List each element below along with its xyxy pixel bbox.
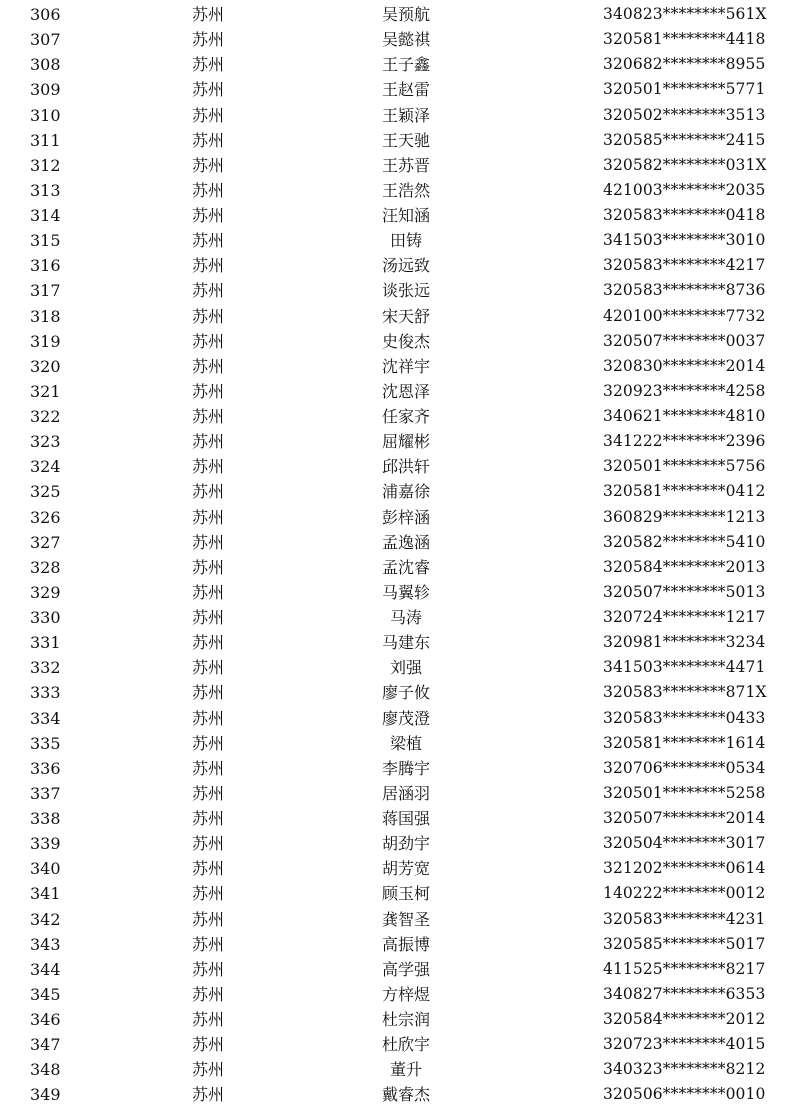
row-id-number: 341222********2396 <box>603 432 766 451</box>
row-id-number: 320502********3513 <box>603 105 766 124</box>
table-row <box>0 806 800 831</box>
row-id-number: 320583********8736 <box>603 281 766 300</box>
row-name: 马涛 <box>389 608 422 627</box>
table-row <box>0 1032 800 1057</box>
row-id-number: 320585********2415 <box>603 130 766 149</box>
row-city: 苏州 <box>192 834 225 854</box>
row-number: 345 <box>30 984 61 1004</box>
row-city: 苏州 <box>192 658 225 678</box>
table-row <box>0 831 800 856</box>
row-number: 331 <box>30 633 61 653</box>
row-number: 346 <box>30 1010 61 1029</box>
table-row <box>0 404 800 429</box>
row-id-number: 320506********0010 <box>603 1085 766 1104</box>
row-city: 苏州 <box>192 758 225 778</box>
row-id-number: 360829********1213 <box>603 507 766 526</box>
row-name: 居涵羽 <box>381 783 430 803</box>
row-city: 苏州 <box>192 356 225 376</box>
row-city: 苏州 <box>192 959 225 979</box>
row-id-number: 340323********8212 <box>603 1060 766 1079</box>
row-city: 苏州 <box>192 507 225 527</box>
table-row <box>0 655 800 680</box>
row-number: 347 <box>30 1035 61 1055</box>
table-row <box>0 253 800 278</box>
row-city: 苏州 <box>192 582 225 602</box>
row-number: 319 <box>30 331 61 351</box>
row-name: 顾玉柯 <box>381 884 430 904</box>
row-id-number: 320583********0433 <box>603 708 766 727</box>
row-id-number: 320507********2014 <box>603 809 766 827</box>
row-city: 苏州 <box>192 432 225 452</box>
row-city: 苏州 <box>192 381 225 401</box>
row-name: 汤远致 <box>381 256 430 276</box>
row-number: 332 <box>30 658 61 678</box>
row-city: 苏州 <box>192 180 225 200</box>
row-id-number: 341503********4471 <box>603 658 766 677</box>
table-row <box>0 706 800 731</box>
row-city: 苏州 <box>192 909 225 929</box>
row-number: 339 <box>30 834 61 854</box>
row-name: 吴懿祺 <box>381 30 430 50</box>
table-row <box>0 27 800 52</box>
row-name: 龚智圣 <box>381 909 430 929</box>
row-name: 宋天舒 <box>381 306 430 326</box>
row-name: 李腾宇 <box>381 758 430 778</box>
table-row <box>0 907 800 932</box>
row-city: 苏州 <box>192 1010 225 1029</box>
row-id-number: 320706********0534 <box>603 758 766 777</box>
row-id-number: 320682********8955 <box>603 55 766 74</box>
row-city: 苏州 <box>192 608 225 627</box>
row-number: 329 <box>30 582 61 602</box>
row-name: 史俊杰 <box>381 331 430 351</box>
row-id-number: 320501********5771 <box>603 80 766 99</box>
table-row <box>0 856 800 881</box>
row-id-number: 321202********0614 <box>603 859 766 878</box>
table-row <box>0 454 800 479</box>
row-id-number: 320981********3234 <box>603 633 766 652</box>
table-row <box>0 505 800 530</box>
row-name: 胡芳宽 <box>381 859 430 879</box>
row-id-number: 320507********5013 <box>603 582 766 601</box>
table-row <box>0 605 800 630</box>
row-name: 田铸 <box>389 231 422 251</box>
row-number: 333 <box>30 683 61 703</box>
row-city: 苏州 <box>192 155 225 175</box>
row-number: 325 <box>30 482 61 502</box>
row-city: 苏州 <box>192 5 225 24</box>
row-city: 苏州 <box>192 256 225 276</box>
row-id-number: 341503********3010 <box>603 231 766 250</box>
row-name: 廖茂澄 <box>381 708 430 728</box>
row-id-number: 320501********5756 <box>603 457 766 476</box>
table-row <box>0 1082 800 1107</box>
row-name: 王赵雷 <box>381 80 430 100</box>
row-name: 彭梓涵 <box>381 507 430 527</box>
row-name: 孟沈睿 <box>381 557 430 577</box>
row-id-number: 320584********2012 <box>603 1010 766 1028</box>
row-id-number: 320582********031X <box>603 155 767 174</box>
table-row <box>0 2 800 27</box>
row-city: 苏州 <box>192 206 225 225</box>
row-id-number: 320581********1614 <box>603 733 766 752</box>
row-city: 苏州 <box>192 557 225 577</box>
row-city: 苏州 <box>192 783 225 803</box>
row-name: 沈恩泽 <box>381 381 430 401</box>
row-name: 马翼轸 <box>381 582 430 602</box>
table-row <box>0 881 800 906</box>
row-city: 苏州 <box>192 407 225 426</box>
table-row <box>0 580 800 605</box>
row-city: 苏州 <box>192 532 225 552</box>
row-id-number: 320507********0037 <box>603 331 766 350</box>
row-number: 335 <box>30 733 61 753</box>
row-number: 340 <box>30 859 61 879</box>
table-row <box>0 982 800 1007</box>
row-number: 337 <box>30 783 61 803</box>
row-id-number: 320501********5258 <box>603 783 766 802</box>
row-name: 沈祥宇 <box>381 356 430 376</box>
row-number: 307 <box>30 30 61 50</box>
table-row <box>0 203 800 228</box>
row-name: 高学强 <box>381 959 430 979</box>
row-city: 苏州 <box>192 331 225 351</box>
row-name: 蒋国强 <box>381 809 430 828</box>
row-number: 336 <box>30 758 61 778</box>
row-number: 341 <box>30 884 61 904</box>
row-city: 苏州 <box>192 683 225 703</box>
table-row <box>0 1057 800 1082</box>
row-number: 308 <box>30 55 61 75</box>
row-city: 苏州 <box>192 733 225 753</box>
row-id-number: 320724********1217 <box>603 608 766 626</box>
table-row <box>0 530 800 555</box>
row-number: 320 <box>30 356 61 376</box>
row-number: 349 <box>30 1085 61 1105</box>
row-number: 314 <box>30 206 61 225</box>
table-row <box>0 1007 800 1032</box>
row-name: 邱洪轩 <box>381 457 430 477</box>
row-number: 324 <box>30 457 61 477</box>
row-number: 338 <box>30 809 61 828</box>
table-row <box>0 128 800 153</box>
row-number: 328 <box>30 557 61 577</box>
row-id-number: 140222********0012 <box>603 884 766 903</box>
row-city: 苏州 <box>192 884 225 904</box>
row-name: 浦嘉徐 <box>381 482 430 502</box>
table-row <box>0 52 800 77</box>
row-id-number: 420100********7732 <box>603 306 766 325</box>
row-city: 苏州 <box>192 1035 225 1055</box>
row-id-number: 340823********561X <box>603 5 767 23</box>
row-city: 苏州 <box>192 306 225 326</box>
row-name: 吴预航 <box>381 5 430 24</box>
row-number: 348 <box>30 1060 61 1080</box>
row-id-number: 320583********4217 <box>603 256 766 275</box>
row-city: 苏州 <box>192 482 225 502</box>
table-row <box>0 630 800 655</box>
row-city: 苏州 <box>192 633 225 653</box>
row-name: 王浩然 <box>381 180 430 200</box>
row-number: 327 <box>30 532 61 552</box>
row-name: 马建东 <box>381 633 430 653</box>
row-number: 309 <box>30 80 61 100</box>
row-number: 318 <box>30 306 61 326</box>
row-number: 316 <box>30 256 61 276</box>
row-name: 廖子攸 <box>381 683 430 703</box>
row-name: 王天驰 <box>381 130 430 150</box>
table-row <box>0 957 800 982</box>
row-id-number: 411525********8217 <box>603 959 766 978</box>
row-number: 322 <box>30 407 61 426</box>
row-id-number: 320584********2013 <box>603 557 766 576</box>
row-name: 梁植 <box>389 733 422 753</box>
row-city: 苏州 <box>192 30 225 50</box>
row-name: 王苏晋 <box>381 155 430 175</box>
table-row <box>0 781 800 806</box>
row-number: 323 <box>30 432 61 452</box>
row-name: 王子鑫 <box>381 55 430 75</box>
row-city: 苏州 <box>192 984 225 1004</box>
row-name: 孟逸涵 <box>381 532 430 552</box>
table-row <box>0 77 800 102</box>
row-number: 343 <box>30 934 61 954</box>
row-name: 胡劲宇 <box>381 834 430 854</box>
row-id-number: 421003********2035 <box>603 180 766 199</box>
table-row <box>0 354 800 379</box>
row-city: 苏州 <box>192 281 225 301</box>
row-name: 谈张远 <box>381 281 430 301</box>
row-city: 苏州 <box>192 105 225 125</box>
row-number: 317 <box>30 281 61 301</box>
row-city: 苏州 <box>192 1060 225 1080</box>
row-number: 342 <box>30 909 61 929</box>
row-name: 董升 <box>389 1060 422 1080</box>
table-row <box>0 379 800 404</box>
table-row <box>0 479 800 504</box>
row-id-number: 320830********2014 <box>603 356 766 375</box>
row-number: 344 <box>30 959 61 979</box>
row-id-number: 320582********5410 <box>603 532 766 551</box>
row-number: 334 <box>30 708 61 728</box>
row-number: 313 <box>30 180 61 200</box>
row-city: 苏州 <box>192 708 225 728</box>
row-city: 苏州 <box>192 457 225 477</box>
table-row <box>0 304 800 329</box>
row-id-number: 320504********3017 <box>603 834 766 853</box>
row-name: 刘强 <box>389 658 422 678</box>
row-city: 苏州 <box>192 55 225 75</box>
row-name: 汪知涵 <box>381 206 430 225</box>
table-row <box>0 756 800 781</box>
row-id-number: 320581********4418 <box>603 30 766 49</box>
table-row <box>0 278 800 303</box>
table-row <box>0 429 800 454</box>
row-city: 苏州 <box>192 934 225 954</box>
row-number: 315 <box>30 231 61 251</box>
row-id-number: 340827********6353 <box>603 984 766 1003</box>
row-name: 杜宗润 <box>381 1010 430 1029</box>
row-name: 方梓煜 <box>381 984 430 1004</box>
table-row <box>0 103 800 128</box>
table-row <box>0 680 800 705</box>
row-city: 苏州 <box>192 130 225 150</box>
row-number: 310 <box>30 105 61 125</box>
row-city: 苏州 <box>192 809 225 828</box>
table-row <box>0 731 800 756</box>
row-name: 戴睿杰 <box>381 1085 430 1105</box>
row-id-number: 340621********4810 <box>603 407 766 425</box>
row-name: 屈耀彬 <box>381 432 430 452</box>
table-row <box>0 329 800 354</box>
row-number: 321 <box>30 381 61 401</box>
row-name: 王颖泽 <box>381 105 430 125</box>
row-city: 苏州 <box>192 231 225 251</box>
table-row <box>0 555 800 580</box>
row-city: 苏州 <box>192 859 225 879</box>
row-name: 杜欣宇 <box>381 1035 430 1055</box>
row-number: 311 <box>30 130 61 150</box>
row-number: 306 <box>30 5 61 24</box>
row-id-number: 320581********0412 <box>603 482 766 501</box>
table-row <box>0 228 800 253</box>
row-name: 高振博 <box>381 934 430 954</box>
row-id-number: 320583********4231 <box>603 909 766 928</box>
row-name: 任家齐 <box>381 407 430 426</box>
row-id-number: 320723********4015 <box>603 1035 766 1054</box>
table-row <box>0 178 800 203</box>
row-city: 苏州 <box>192 1085 225 1105</box>
roster-table <box>0 2 800 1108</box>
row-id-number: 320923********4258 <box>603 381 766 400</box>
table-row <box>0 153 800 178</box>
row-number: 326 <box>30 507 61 527</box>
row-id-number: 320585********5017 <box>603 934 766 953</box>
row-number: 330 <box>30 608 61 627</box>
row-id-number: 320583********871X <box>603 683 767 702</box>
table-row <box>0 932 800 957</box>
row-id-number: 320583********0418 <box>603 206 766 224</box>
row-number: 312 <box>30 155 61 175</box>
row-city: 苏州 <box>192 80 225 100</box>
